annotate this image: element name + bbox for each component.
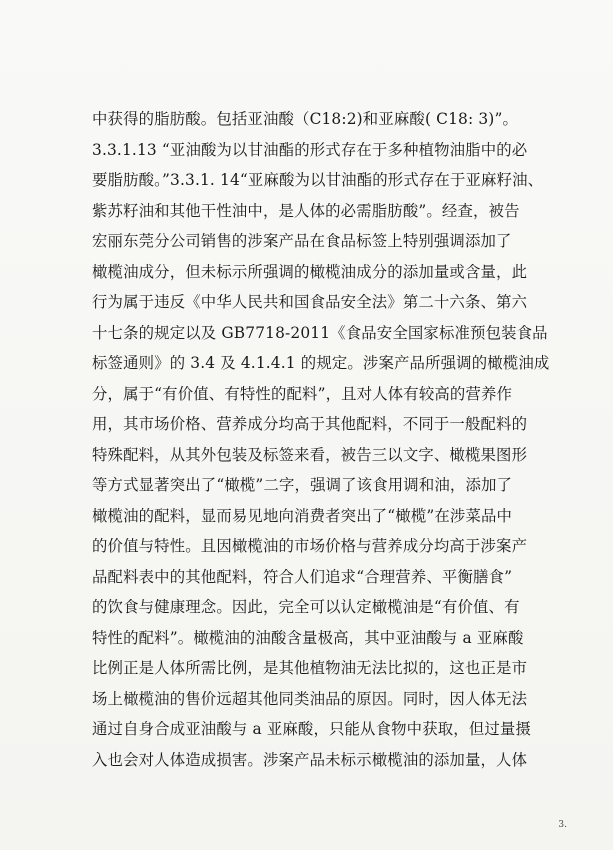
- text-line: 紫苏籽油和其他干性油中，是人体的必需脂肪酸”。经查，被告: [92, 201, 520, 220]
- page-number: 3.: [558, 820, 567, 830]
- text-line: 行为属于违反《中华人民共和国食品安全法》第二十六条、第六: [92, 293, 528, 311]
- text-line: 比例正是人体所需比例，是其他植物油无法比拟的，这也正是市: [92, 659, 528, 677]
- text-line: 品配料表中的其他配料，符合人们追求“合理营养、平衡膳食”: [92, 567, 513, 586]
- text-line: 中获得的脂肪酸。包括亚油酸（C18:2)和亚麻酸( C18: 3)”。: [92, 110, 519, 128]
- text-line: 的饮食与健康理念。因此，完全可以认定橄榄油是“有价值、有: [92, 598, 520, 616]
- text-line: 场上橄榄油的售价远超其他同类油品的原因。同时，因人体无法: [92, 689, 528, 708]
- text-line: 宏丽东莞分公司销售的涉案产品在食品标签上特别强调添加了: [92, 232, 512, 250]
- text-line: 等方式显著突出了“橄榄”二字，强调了该食用调和油，添加了: [92, 476, 513, 494]
- text-line: 要脂肪酸。”3.3.1. 14“亚麻酸为以甘油酯的形式存在于亚麻籽油、: [92, 171, 544, 189]
- text-line: 十七条的规定以及 GB7718-2011《食品安全国家标准预包装食品: [92, 323, 548, 342]
- text-line: 特性的配料”。橄榄油的油酸含量极高，其中亚油酸与 a 亚麻酸: [92, 628, 524, 647]
- text-line: 3.3.1.13 “亚油酸为以甘油酯的形式存在于多种植物油脂中的必: [92, 140, 528, 159]
- text-line: 入也会对人体造成损害。涉案产品未标示橄榄油的添加量，人体: [92, 750, 528, 769]
- text-line: 标签通则》的 3.4 及 4.1.4.1 的规定。涉案产品所强调的橄榄油成: [92, 354, 550, 372]
- document-body: [92, 104, 552, 775]
- text-line: 橄榄油成分，但未标示所强调的橄榄油成分的添加量或含量，此: [92, 262, 528, 281]
- text-line: 分，属于“有价值、有特性的配料”，且对人体有较高的营养作: [92, 384, 513, 403]
- text-line: 的价值与特性。且因橄榄油的市场价格与营养成分均高于涉案产: [92, 537, 528, 555]
- text-line: 通过自身合成亚油酸与 a 亚麻酸，只能从食物中获取，但过量摄: [92, 720, 532, 738]
- text-line: 用，其市场价格、营养成分均高于其他配料，不同于一般配料的: [92, 415, 528, 433]
- text-line: 特殊配料，从其外包装及标签来看，被告三以文字、橄榄果图形: [92, 445, 528, 464]
- text-line: 橄榄油的配料，显而易见地向消费者突出了“橄榄”在涉菜品中: [92, 506, 513, 525]
